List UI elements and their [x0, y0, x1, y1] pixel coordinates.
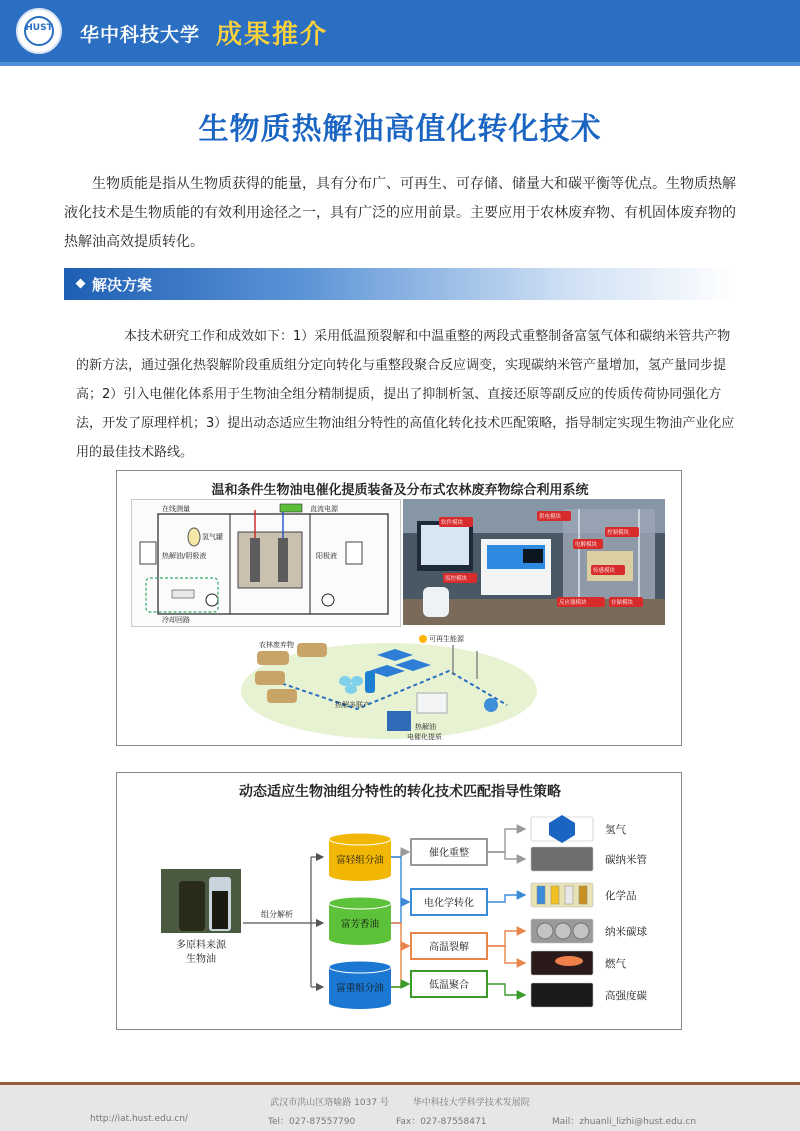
component-cylinder [329, 833, 391, 881]
section-label: 解决方案 [92, 276, 153, 294]
footer-mail[interactable]: Mail：zhuanli_lizhi@hust.edu.cn [552, 1117, 697, 1127]
eco-chem-label: 热解多联产 [335, 701, 370, 709]
bio-oil-photo [161, 869, 241, 933]
photo-tag-label: 电解模块 [575, 542, 598, 548]
circuit-h2-label: 氢气罐 [202, 533, 223, 541]
eco-waste-label: 农林废弃物 [259, 641, 294, 649]
water-drop-icon [484, 698, 498, 712]
figure-strategy [116, 772, 682, 1030]
source-label: 多原料来源 [176, 940, 226, 951]
photo-tag-label: 软件模块 [441, 520, 464, 526]
footer-url[interactable]: http://iat.hust.edu.cn/ [90, 1114, 188, 1124]
solution-paragraph: 本技术研究工作和成效如下：1）采用低温预裂解和中温重整的两段式重整制备富氢气体和碳纳米管共产物的新方法，通过强化热裂解阶段重质组分定向转化与重整段聚合反应调变，实现碳纳米管产量增加，氢产量同步提高；2）引入电催化体系用于生物油全组分精制提质，提出了抑制析氢、直接还原等副反应的传质传荷协同强化方法，开发了原理样机；3）提出动态适应生物油组分特性的高值化转化技术匹配策略，指导制定实现生物油产业化应用的最佳技术路线。 [76, 329, 735, 460]
circuit-diagram [131, 499, 401, 627]
process-box [411, 889, 487, 915]
figure2-title: 动态适应生物油组分特性的转化技术匹配指导性策略 [239, 784, 561, 800]
product-thumbnail [531, 815, 593, 843]
footer-org: 华中科技大学科学技术发展院 [412, 1098, 530, 1108]
university-logo-icon [16, 8, 62, 54]
photo-tag-label: 监控模块 [445, 576, 468, 582]
flow-arrow [391, 902, 409, 923]
photo-tag-label: 反应器模块 [559, 600, 587, 606]
product-label: 化学品 [605, 890, 637, 902]
component-label: 富轻组分油 [336, 855, 384, 866]
product-label: 氢气 [605, 824, 626, 836]
brand-accent: 成果推介 [216, 20, 329, 50]
product-thumbnail [531, 847, 593, 871]
product-label: 纳米碳球 [605, 926, 647, 938]
section-header [64, 268, 736, 300]
footer-tel: Tel：027-87557790 [268, 1117, 356, 1127]
component-cylinder [329, 897, 391, 945]
diamond-icon [76, 279, 86, 289]
logo-text: HUST [25, 23, 53, 33]
circuit-cooling-label: 冷却回路 [162, 616, 190, 624]
eco-ec2-label: 电催化提质 [407, 733, 442, 741]
product-thumbnail [531, 983, 593, 1007]
process-label: 低温聚合 [429, 980, 469, 991]
circuit-pyro-label: 热解油/阴极液 [162, 552, 207, 560]
ec-device-icon [387, 711, 411, 731]
flow-arrow [487, 931, 525, 946]
eco-ec-label: 热解油 [415, 723, 436, 731]
product-thumbnail [531, 919, 593, 943]
intro-paragraph: 生物质能是指从生物质获得的能量，具有分布广、可再生、可存储、储量大和碳平衡等优点。生物质热解液化技术是生物质能的有效利用途径之一，具有广泛的应用前景。主要应用于农林废弃物、有机固体废弃物的热解油高效提质转化。 [64, 176, 736, 250]
eco-renew-label: 可再生能源 [429, 635, 464, 643]
header-band [0, 62, 800, 66]
circuit-dc-label: 直流电源 [310, 505, 338, 513]
flow-arrow [391, 946, 409, 987]
photo-tag-label: 存储模块 [611, 600, 634, 606]
footer-fax: Fax：027-87558471 [396, 1117, 487, 1127]
component-label: 富重组分油 [336, 983, 384, 994]
photo-tag-label: 传感模块 [593, 568, 616, 574]
circuit-online-label: 在线测量 [162, 505, 190, 513]
source-label-2: 生物油 [186, 954, 216, 965]
component-cylinder [329, 961, 391, 1009]
eco-system-illustration [239, 631, 539, 743]
process-box [411, 971, 487, 997]
photo-tag-label: 供电模块 [539, 514, 562, 520]
process-label: 高温裂解 [429, 942, 469, 953]
flow-arrow [391, 852, 409, 857]
product-label: 燃气 [605, 958, 626, 970]
photo-tag-label: 控制模块 [607, 530, 630, 536]
process-box [411, 933, 487, 959]
process-label: 催化重整 [429, 848, 469, 859]
flow-arrow [487, 984, 525, 995]
component-label: 富芳香油 [340, 919, 380, 930]
product-label: 高强度碳 [605, 990, 647, 1002]
product-thumbnail [531, 883, 593, 907]
page-title: 生物质热解油高值化转化技术 [198, 112, 602, 147]
flow-arrow [487, 829, 525, 852]
product-thumbnail [531, 951, 593, 975]
process-box [411, 839, 487, 865]
flow-arrow [487, 895, 525, 902]
flow-arrow [391, 984, 409, 987]
figure1-title: 温和条件生物油电催化提质装备及分布式农林废弃物综合利用系统 [211, 483, 589, 498]
brand-name: 华中科技大学 [80, 24, 201, 46]
footer-address-line [0, 1095, 800, 1108]
product-label: 碳纳米管 [605, 854, 647, 866]
flow-arrow [487, 946, 525, 963]
split-label: 组分解析 [261, 910, 293, 919]
footer-address: 武汉市洪山区珞喻路 1037 号 [270, 1098, 389, 1108]
process-label: 电化学转化 [424, 898, 474, 909]
flow-arrow [391, 857, 409, 902]
flow-arrow [391, 923, 409, 946]
circuit-anode-label: 阳极液 [316, 552, 337, 560]
figure-system [116, 470, 682, 746]
flow-arrow [487, 852, 525, 859]
header-bar [0, 0, 800, 62]
sun-icon [419, 635, 427, 643]
lab-equipment-photo [403, 499, 665, 625]
footer [0, 1085, 800, 1131]
